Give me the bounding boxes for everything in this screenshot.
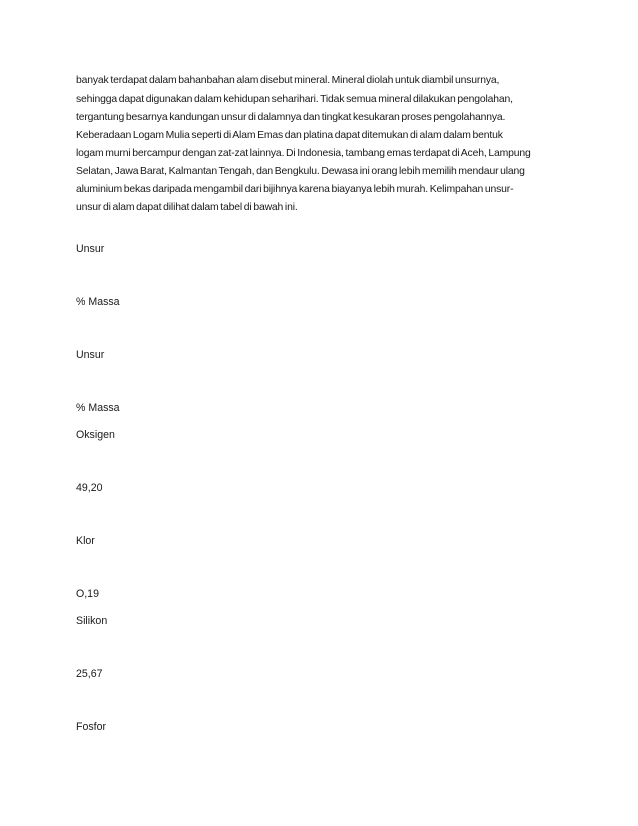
table-cell-element: Oksigen	[76, 429, 115, 441]
table-header-mass-percent: % Massa	[76, 296, 120, 308]
paragraph-line: banyak terdapat dalam bahanbahan alam disebut mineral. Mineral diolah untuk diambil unsurnya,	[76, 75, 500, 86]
table-cell-value: 25,67	[76, 668, 103, 680]
paragraph-line: tergantung besarnya kandungan unsur di dalamnya dan tingkat kesukaran proses pengolahannya.	[76, 112, 506, 123]
table-cell-value: O,19	[76, 588, 99, 600]
table-cell-value: 49,20	[76, 482, 103, 494]
table-cell-element: Klor	[76, 535, 95, 547]
paragraph-line: unsur di alam dapat dilihat dalam tabel di bawah ini.	[76, 202, 298, 213]
paragraph-line: logam murni bercampur dengan zat-zat lainnya. Di Indonesia, tambang emas terdapat di Aceh, Lampung	[76, 148, 531, 159]
paragraph-line: Selatan, Jawa Barat, Kalmantan Tengah, dan Bengkulu. Dewasa ini orang lebih memilih mendaur ulang	[76, 166, 525, 177]
paragraph-line: aluminium bekas daripada mengambil dari bijihnya karena biayanya lebih murah. Kelimpahan unsur-	[76, 184, 514, 195]
paragraph-line: Keberadaan Logam Mulia seperti di Alam Emas dan platina dapat ditemukan di alam dalam bentuk	[76, 130, 503, 141]
table-header-mass-percent: % Massa	[76, 402, 120, 414]
paragraph-line: sehingga dapat digunakan dalam kehidupan seharihari. Tidak semua mineral dilakukan pengolahan,	[76, 94, 513, 105]
table-header-element: Unsur	[76, 243, 105, 255]
table-header-element: Unsur	[76, 349, 105, 361]
table-cell-element: Silikon	[76, 615, 108, 627]
table-cell-element: Fosfor	[76, 721, 107, 733]
